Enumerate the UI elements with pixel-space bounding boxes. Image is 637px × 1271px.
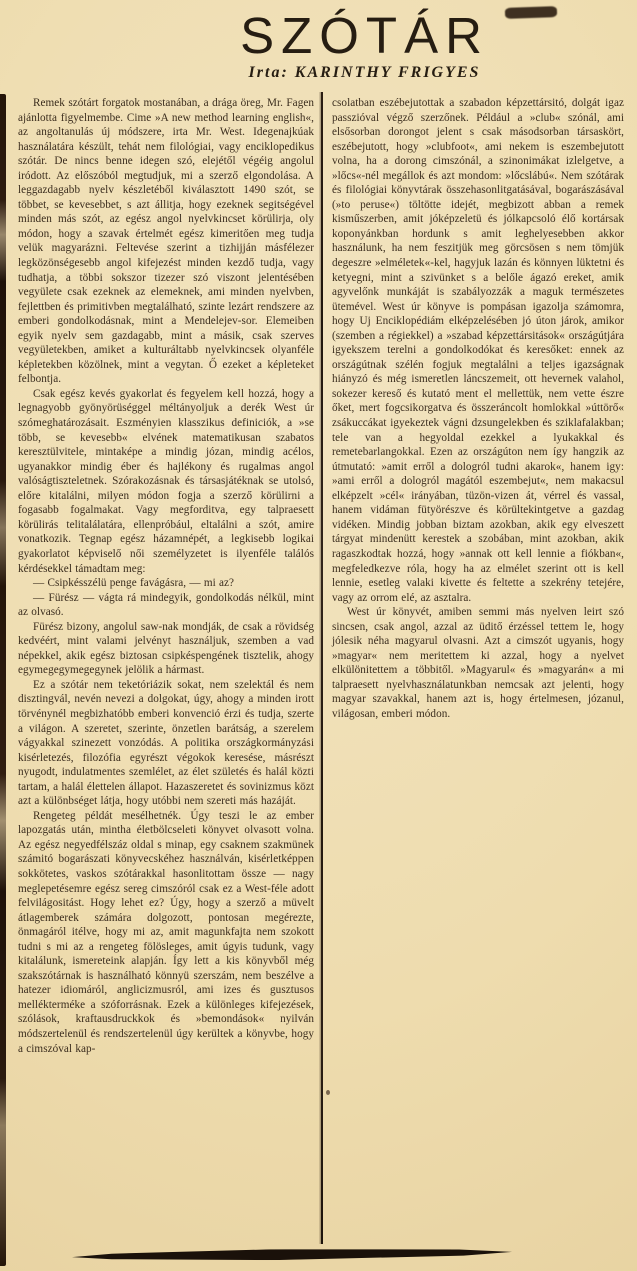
- article-paragraph: Remek szótárt forgatok mostanában, a drága öreg, Mr. Fagen ajánlotta figyelmembe. Cime »A new method learning english«, az angoltanulás új módszere, irta Mr. West. Idegenajkúak használatára készült, tehát nem filológiai, vagy enciklopedikus szótár. De nincs benne idegen szó, elejétől végéig angolul iródott. Az előszóból megtudjuk, mi a szerző elgondolása. A leggazdagabb nyelv készletéből kiválasztott 1490 szót, se többet, se kevesebbet, s azt állitja, hogy ezeknek segitségével minden más szót, az egész angol nyelvkincset körülirja, oly módon, hogy a szavak értelmét egész kimeritően meg tudja velük magyarázni. Feltevése szerint a tizhijján másfélezer legközönségesebb angol kifejezést minden kezdő tudja, vagy tudhatja, a többi sokszor tizezer szó viszont jelentésében vegyülete csak ezeknek az elemeknek, ami minden nyelvben, fejlettben és primitivben megtalálható, szinte lezárt rendszere az emberi gondolkodásnak, mint a Mendelejev-sor. Elemeiben egyik nyelv sem gazdagabb, mint a másik, csak szerves vegyületekben, amiket a kulturáltabb nyelvkincsek olyanféle képletekben közölnek, mint a vegytan. Ő ezeket a képleteket felbontja.: [18, 97, 314, 386]
- column-divider-rule: [321, 92, 323, 1244]
- bottom-divider-rule: [72, 1247, 512, 1261]
- article-paragraph: Rengeteg példát mesélhetnék. Úgy teszi le az ember lapozgatás után, mintha életbölcseleti könyvet olvasott volna. Az egész negyedfélszáz oldal s minap, egy csaknem szakmünek számitó bogarászati könyvecskéhez használván, kisérletképpen sokkötetes, vaskos szótárakkal hasonlitottam össze — nagy meglepetésemre egész sereg cimszóról csak ez a West-féle adott felvilágositást. Hogy lehet ez? Úgy, hogy a szerző a müvelt átlagemberek számára dolgozott, pontosan megérezte, önmagáról itélve, hogy mi az, amit magunkfajta nem szokott tudni s mi az a rengeteg fölösleges, amit úgyis tudunk, vagy kitalálunk, ismereteink alapján. Így lett a kis könyvből még szakszótárnak is használható könnyü szerszám, nem beszélve a hatezer idiomáról, anglicizmusról, ami izes és gusztusos mellékterméke a szóforrásnak. Ezek a különleges kifejezések, szólások, kraftausdruckkok és »bemondások« nyilván módszertelenül és rendszertelenül úgy kerültek a könyvbe, hogy a cimszóval kap-: [18, 809, 314, 1055]
- article-paragraph: West úr könyvét, amiben semmi más nyelven leirt szó sincsen, csak angol, azzal az üditő érzéssel tettem le, hogy jólesik néha magyarul olvasni. Azt a cimszót ugyanis, hogy »magyar« nem meritettem ki azzal, hogy a nyelvet elkülönitettem a többitől. »Magyarul« és »magyarán« a mi talpraesett nyelvhasználatunkban nemcsak azt jelenti, hogy magyar szavakkal, hanem azt is, hogy értelmesen, józanul, világosan, emberi módon.: [332, 606, 624, 720]
- scan-edge-artifact: [0, 94, 6, 1266]
- article-paragraph: — Fürész — vágta rá mindegyik, gondolkodás nélkül, mint az olvasó.: [18, 591, 314, 619]
- article-column-left: [18, 96, 314, 1056]
- article-paragraph: — Csipkésszélü penge favágásra, — mi az?: [33, 577, 235, 590]
- article-paragraph: csolatban eszébejutottak a szabadon képzettársitó, dolgát igaz passzióval végző szerzőnek. Például a »club« szónál, ami elsősorban dorongot jelent s csak másodsorban társaskört, eszébejutott, hogy »clubfoot«, ami nekem is eszembejutott volna, ha a dorong cimszónál, a szinonimákat izlelgetve, a »lőcs«-nél megállok és azt mondom: »lőcslábú«. Nem szótárak és filológiai könyvtárak összehasonlitgatásával, bogarászásával (»to peruse«) töltötte idejét, megbizott abban a remek kisműszerben, amit jóképzeletü és jólkapcsoló élő kortársak koponyánkban hordunk s amit leghelyesebben akkor használunk, ha nem feszitjük meg görcsösen s nem tömjük degeszre »elméletek«-kel, hagyjuk lazán és könnyen lüktetni és ketyegni, mint a szivünket s a belőle ágazó ereket, amik agyvelőnk munkáját is szabályozzák a maguk természetes ütemével. West úr könyve is pompásan igazolja számomra, hogy Uj Enciklopédiám elképzelésében jó úton járok, amikor (szemben a régiekkel) a »szabad képzettársitások« országútjára igyekszem terelni a gondolkodókat és keresőket: ennek az országútnak szélén fogjuk megtalálni a teljes igazságnak hiányzó és még ismeretlen láncszemeit, ott hevernek valahol, sokezer kereső és kutató ment el mellettük, nem vette észre őket, mert fogcsikorgatva és összeráncolt homlokkal »úttörő« zsákuccákat igyekeztek vágni dzsungelekben és sziklafalakban; tele van a hegyoldal ezekkel a lyukakkal és remetebarlangokkal. Ezen az országúton nem így hangzik az útmutató: »amit erről a dologról tudni akarok«, hanem igy: »ami erről a dologról magától eszembejut«, nem makacsul elképzelt »cél« irányában, tüzön-vizen át, vérrel és vassal, hanem vidáman fütyörészve és körültekintgetve a gazdag vidéken. Mindig jobban biztam azokban, akik egy elveszett tárgyat mindenütt kerestek a szobában, mint azokban, akik ragaszkodtak hozzá, hogy »annak ott kell lennie a fiókban«, megfeledkezve róla, hogy ha az elmélet szerint ott is kell lennie, esetleg valaki kivette és feltette a szekrény tetejére, vagy az orrom elé, az asztalra.: [332, 97, 624, 604]
- article-byline: Irta: KARINTHY FRIGYES: [248, 64, 481, 81]
- article-paragraph: Ez a szótár nem teketóriázik sokat, nem szelektál és nem disztingvál, nevén nevezi a dolgokat, úgy, ahogy a minden irott törvénynél megbizhatóbb emberi konvenció érzi és tudja, szerte a világon. A szeretet, szerinte, önzetlen barátság, a szerelem vágyakkal szinezett vonzódás. A politika országkormányzási kisérletezés, filozófia egyrészt végokok keresése, másrészt nyugodt, indulatmentes szemlélet, az élet születés és halál közti tartam, a halál élettelen állapot. Hazaszeretet és sovinizmus közt azt a különbséget látja, hogy utóbbi nem szereti más hazáját.: [18, 678, 314, 808]
- article-paragraph: Csak egész kevés gyakorlat és fegyelem kell hozzá, hogy a legnagyobb gyönyörüséggel méltányoljuk a derék West úr szómeghatározásait. Eszményien klasszikus definiciók, a »se több, se kevesebb« elvének matematikusan szabatos keresztülvitele, mintaképe a mindig józan, mindig acélos, ugyanakkor mindig éber és hajlékony és rugalmas angol valóságtiszteletnek. Szórakozásnak és társasjátéknak se utolsó, előre kitalálni, milyen módon fogja a szerző körülirni a fogasabb fogalmakat. Vagy megforditva, egy talpraesett körülirás telitalálatára, ellenpróbául, eltalálni a szót, amire vonatkozik. Tegnap egész házamnépét, a legkisebb logikai gyakorlatot képviselő női személyzetet is ilyenféle találós kérdésekkel támadtam meg:: [18, 387, 314, 575]
- article-column-right: [332, 96, 624, 722]
- article-paragraph: Fürész bizony, angolul saw-nak mondják, de csak a rövidség kedvéért, mint valami jelvényt használjuk, szemben a vad népekkel, akik egész biztosan csipkéspengének tisztelik, ahogy egymegegymegegynek jelölik a hármast.: [18, 620, 314, 677]
- article-header: [46, 7, 637, 82]
- article-title: SZÓTÁR: [240, 7, 489, 64]
- scan-speck: [326, 1090, 330, 1095]
